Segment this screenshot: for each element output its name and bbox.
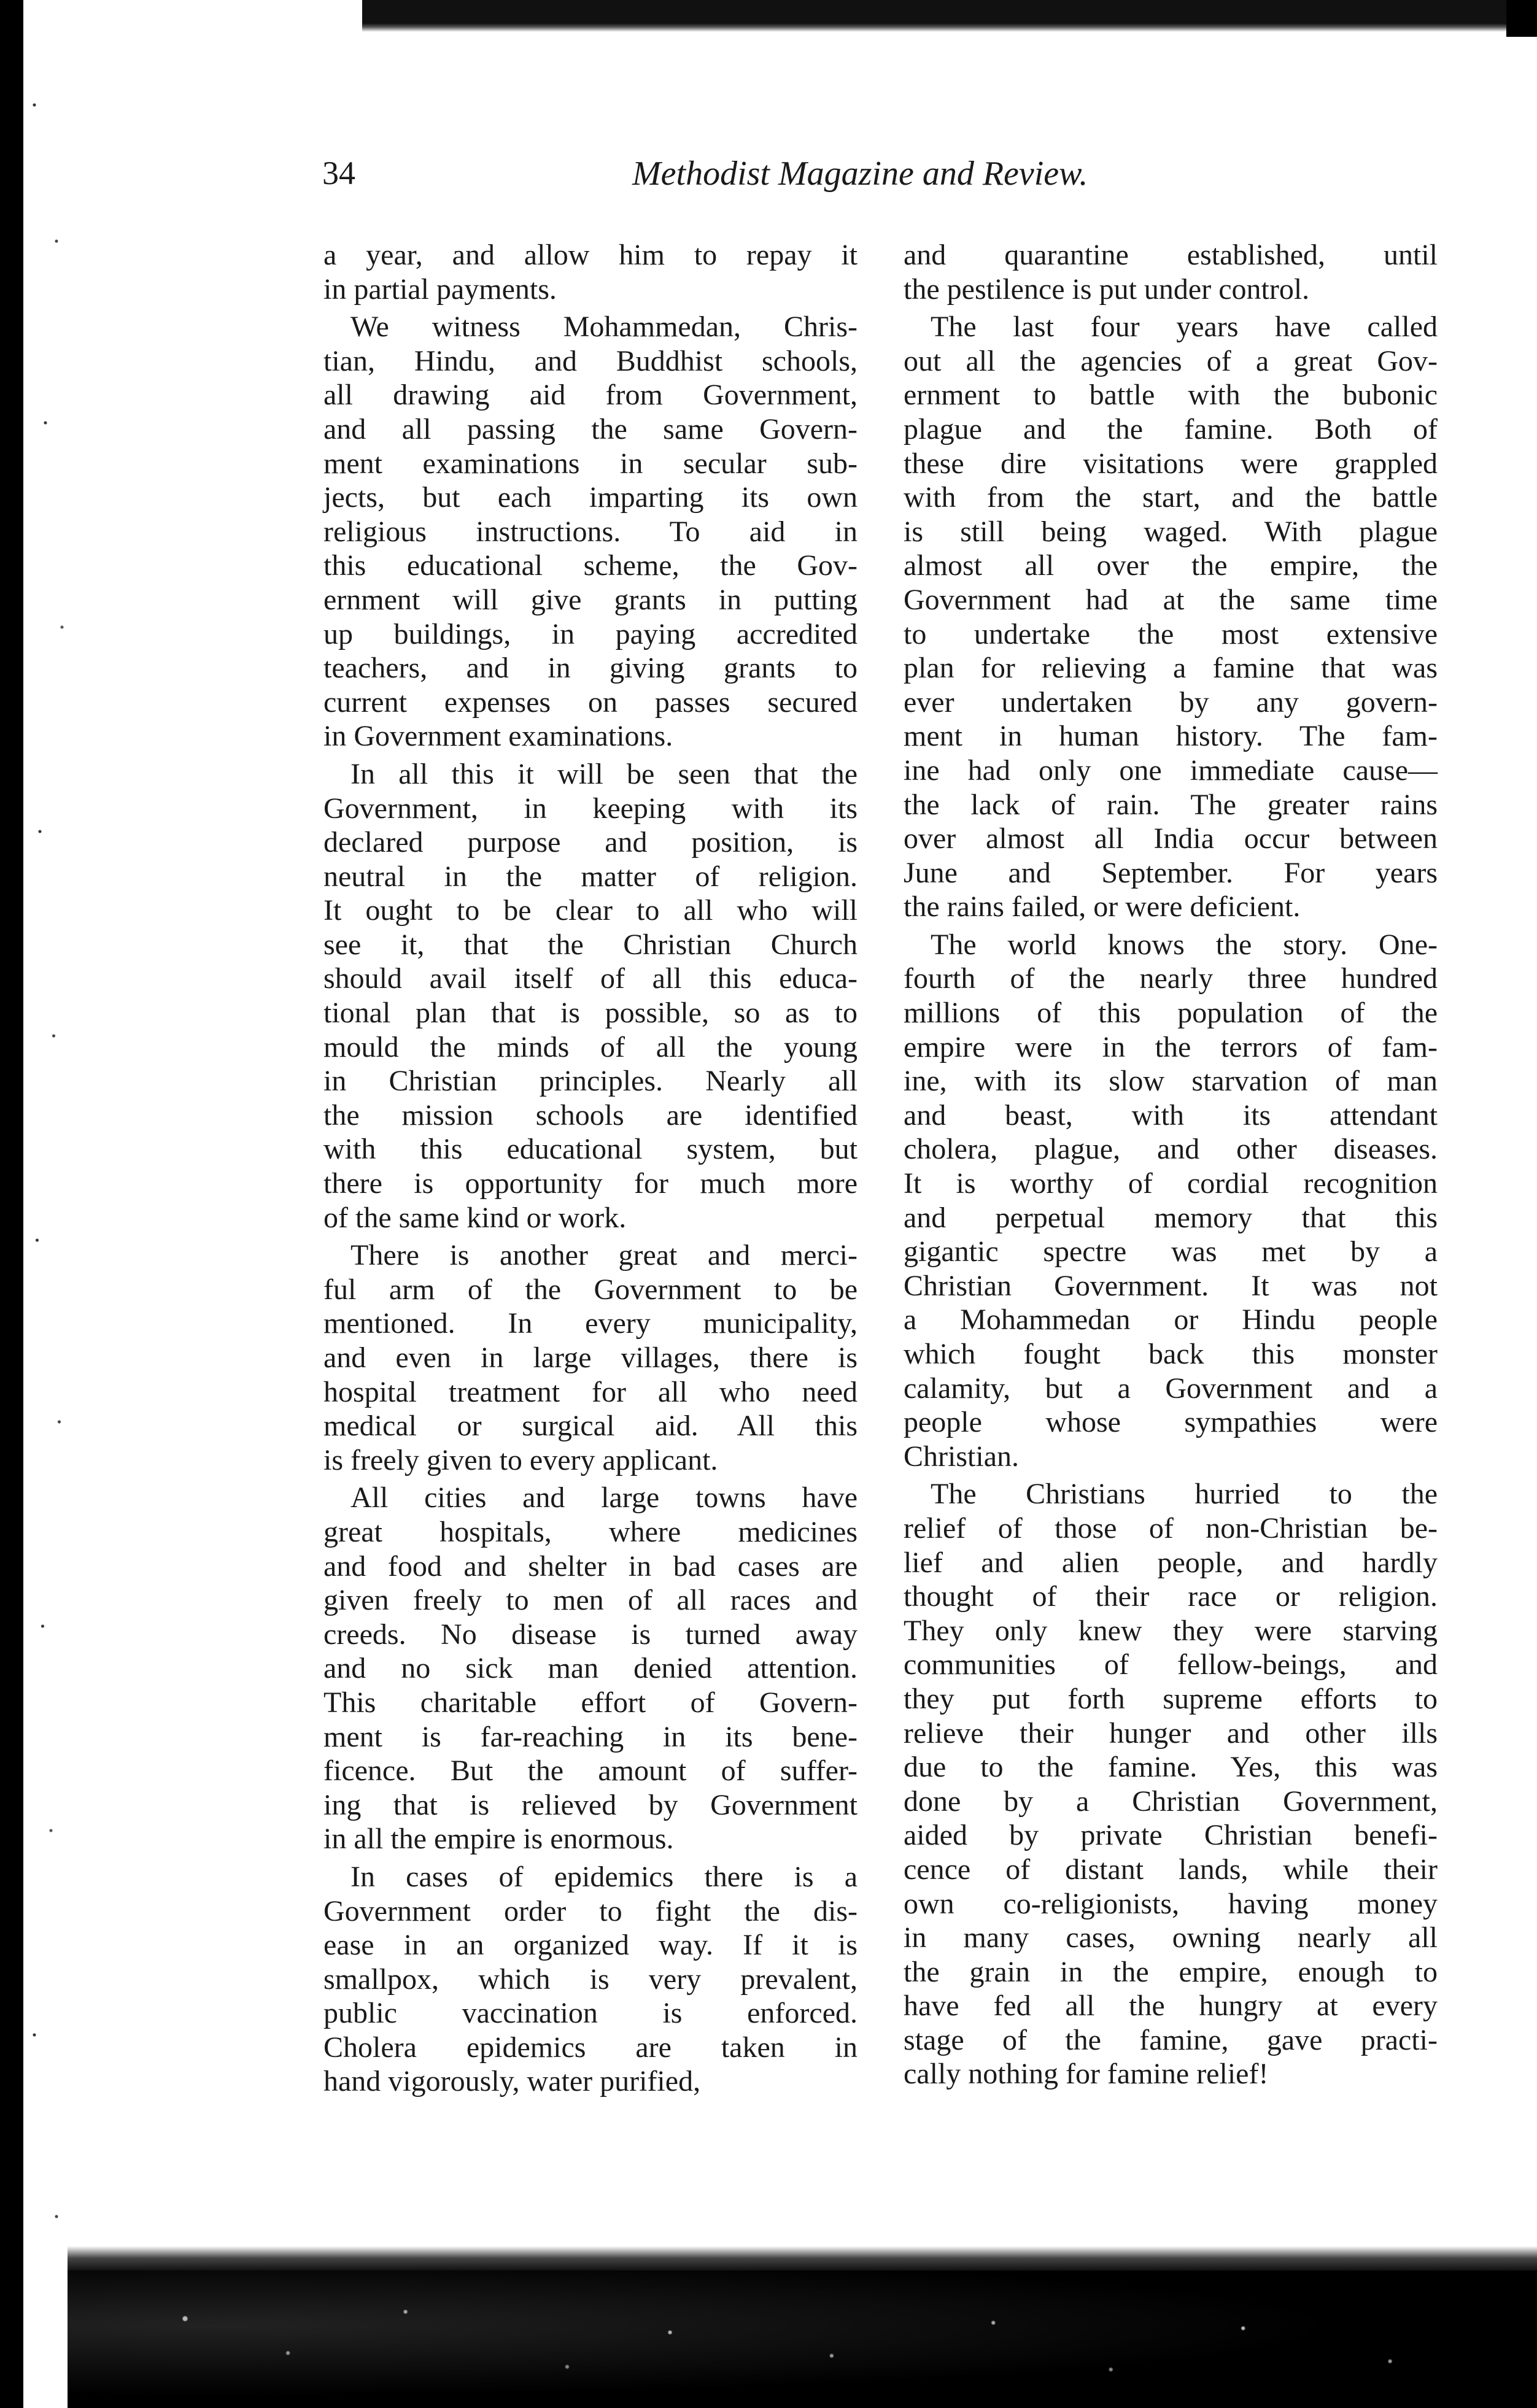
text-line: people whose sympathies were [904, 1406, 1438, 1439]
text-line: empire were in the terrors of fam- [904, 1030, 1438, 1063]
text-column-right [904, 238, 1438, 2095]
text-line: plague and the famine. Both of [904, 412, 1438, 446]
text-line: and quarantine established, until [904, 239, 1438, 271]
paragraph [323, 757, 858, 1235]
text-line: in Government examinations. [323, 720, 673, 753]
text-line: It ought to be clear to all who will [323, 894, 858, 927]
text-line: great hospitals, where medicines [323, 1515, 858, 1548]
text-line: the mission schools are identified [323, 1098, 858, 1132]
text-line: We witness Mohammedan, Chris- [350, 311, 858, 344]
text-line: with from the start, and the battle [904, 481, 1438, 514]
text-line: and all passing the same Govern- [323, 412, 858, 446]
text-line: ing that is relieved by Government [323, 1788, 858, 1821]
text-line: of the same kind or work. [323, 1201, 627, 1234]
text-line: with this educational system, but [323, 1133, 858, 1166]
text-line: stage of the famine, gave practi- [904, 2023, 1438, 2056]
text-line: ment is far-reaching in its bene- [323, 1720, 858, 1753]
text-line: thought of their race or religion. [904, 1580, 1438, 1613]
text-line: millions of this population of the [904, 997, 1438, 1030]
text-line: ernment to battle with the bubonic [904, 379, 1438, 412]
text-line: own co-religionists, having money [904, 1887, 1438, 1920]
text-line: these dire visitations were grappled [904, 447, 1438, 480]
text-line: to undertake the most extensive [904, 617, 1438, 650]
text-line: The world knows the story. One- [931, 928, 1438, 961]
text-line: Christian. [904, 1440, 1019, 1473]
text-line: hospital treatment for all who need [323, 1375, 858, 1408]
text-line: and no sick man denied attention. [323, 1652, 858, 1685]
text-line: the grain in the empire, enough to [904, 1955, 1438, 1988]
text-line: this educational scheme, the Gov- [323, 549, 858, 582]
text-line: done by a Christian Government, [904, 1785, 1438, 1818]
text-line: ease in an organized way. If it is [323, 1929, 858, 1962]
text-line: relieve their hunger and other ills [904, 1716, 1438, 1750]
text-line: the lack of rain. The greater rains [904, 788, 1438, 821]
scan-noise-left [23, 37, 79, 2307]
text-line: The last four years have called [931, 311, 1438, 344]
text-line: in partial payments. [323, 272, 557, 306]
text-line: Christian Government. It was not [904, 1269, 1438, 1302]
text-line: see it, that the Christian Church [323, 928, 858, 961]
text-line: and even in large villages, there is [323, 1341, 858, 1374]
text-line: mentioned. In every municipality, [323, 1307, 858, 1340]
text-line: communities of fellow-beings, and [904, 1648, 1438, 1681]
paragraph [904, 310, 1438, 924]
paragraph [323, 1860, 858, 2099]
text-line: ever undertaken by any govern- [904, 685, 1438, 719]
text-line: There is another great and merci- [350, 1239, 858, 1272]
scan-edge-left [0, 0, 23, 2408]
text-line: should avail itself of all this educa- [323, 962, 858, 995]
text-line: in all the empire is enormous. [323, 1823, 674, 1856]
text-line: medical or surgical aid. All this [323, 1410, 858, 1443]
text-line: relief of those of non-Christian be- [904, 1511, 1438, 1545]
text-line: June and September. For years [904, 856, 1438, 889]
text-line: ficence. But the amount of suffer- [323, 1754, 858, 1788]
text-line: In all this it will be seen that the [350, 757, 858, 790]
text-line: which fought back this monster [904, 1338, 1438, 1370]
text-line: out all the agencies of a great Gov- [904, 344, 1438, 377]
text-line: Cholera epidemics are taken in [323, 2031, 858, 2064]
text-line: the pestilence is put under control. [904, 272, 1310, 306]
text-line: aided by private Christian benefi- [904, 1819, 1438, 1852]
text-line: mould the minds of all the young [323, 1030, 858, 1063]
text-line: calamity, but a Government and a [904, 1372, 1438, 1405]
text-line: The Christians hurried to the [931, 1478, 1438, 1511]
text-line: It is worthy of cordial recognition [904, 1167, 1438, 1200]
scan-edge-top [362, 0, 1537, 32]
text-line: almost all over the empire, the [904, 549, 1438, 582]
text-line: is freely given to every applicant. [323, 1443, 718, 1476]
text-line: In cases of epidemics there is a [350, 1860, 858, 1893]
text-line: given freely to men of all races and [323, 1584, 858, 1617]
text-line: and perpetual memory that this [904, 1201, 1438, 1234]
scan-edge-corner [1506, 0, 1537, 37]
paragraph [323, 1238, 858, 1477]
text-line: public vaccination is enforced. [323, 1997, 858, 2030]
scan-edge-bottom-rule [68, 2246, 1537, 2271]
text-line: All cities and large towns have [350, 1481, 858, 1515]
text-line: in Christian principles. Nearly all [323, 1065, 858, 1098]
text-line: cholera, plague, and other diseases. [904, 1133, 1438, 1166]
text-line: the rains failed, or were deficient. [904, 890, 1301, 924]
text-line: over almost all India occur between [904, 822, 1438, 855]
running-title: Methodist Magazine and Review. [632, 155, 1088, 193]
page-number: 34 [322, 155, 355, 191]
text-column-left [323, 238, 858, 2102]
text-line: tian, Hindu, and Buddhist schools, [323, 344, 858, 377]
text-line: ment examinations in secular sub- [323, 447, 858, 480]
text-line: in many cases, owning nearly all [904, 1921, 1438, 1955]
text-line: a Mohammedan or Hindu people [904, 1303, 1438, 1337]
text-line: ful arm of the Government to be [323, 1273, 858, 1306]
text-line: ernment will give grants in putting [323, 583, 858, 616]
text-line: hand vigorously, water purified, [323, 2065, 701, 2098]
text-line: Government had at the same time [904, 583, 1438, 616]
text-line: neutral in the matter of religion. [323, 860, 858, 893]
text-line: jects, but each imparting its own [323, 481, 858, 514]
text-line: fourth of the nearly three hundred [904, 962, 1438, 995]
text-line: ment in human history. The fam- [904, 720, 1438, 753]
text-line: a year, and allow him to repay it [323, 239, 858, 271]
text-line: cence of distant lands, while their [904, 1853, 1438, 1886]
text-line: religious instructions. To aid in [323, 515, 858, 548]
paragraph [904, 928, 1438, 1474]
text-line: and beast, with its attendant [904, 1098, 1438, 1132]
paragraph [323, 238, 858, 306]
text-line: is still being waged. With plague [904, 515, 1438, 548]
text-line: cally nothing for famine relief! [904, 2058, 1269, 2091]
text-line: Government order to fight the dis- [323, 1894, 858, 1928]
text-line: gigantic spectre was met by a [904, 1235, 1438, 1268]
text-line: all drawing aid from Government, [323, 379, 858, 412]
text-line: ine had only one immediate cause— [904, 754, 1438, 787]
text-line: up buildings, in paying accredited [323, 617, 858, 650]
text-line: teachers, and in giving grants to [323, 652, 858, 685]
scan-noise-bottom [68, 2271, 1537, 2408]
text-line: there is opportunity for much more [323, 1167, 858, 1200]
paragraph [323, 1481, 858, 1856]
text-line: Government, in keeping with its [323, 792, 858, 825]
text-line: They only knew they were starving [904, 1614, 1438, 1647]
text-line: declared purpose and position, is [323, 826, 858, 859]
text-line: have fed all the hungry at every [904, 1989, 1438, 2023]
paragraph [904, 238, 1438, 306]
text-line: ine, with its slow starvation of man [904, 1065, 1438, 1098]
text-line: creeds. No disease is turned away [323, 1618, 858, 1651]
text-line: lief and alien people, and hardly [904, 1546, 1438, 1579]
text-line: current expenses on passes secured [323, 685, 858, 719]
text-line: they put forth supreme efforts to [904, 1682, 1438, 1715]
paragraph [323, 310, 858, 754]
text-line: due to the famine. Yes, this was [904, 1751, 1438, 1784]
text-line: tional plan that is possible, so as to [323, 997, 858, 1030]
text-line: smallpox, which is very prevalent, [323, 1962, 858, 1996]
text-line: plan for relieving a famine that was [904, 652, 1438, 685]
paragraph [904, 1477, 1438, 2091]
text-line: This charitable effort of Govern- [323, 1686, 858, 1719]
text-line: and food and shelter in bad cases are [323, 1549, 858, 1583]
